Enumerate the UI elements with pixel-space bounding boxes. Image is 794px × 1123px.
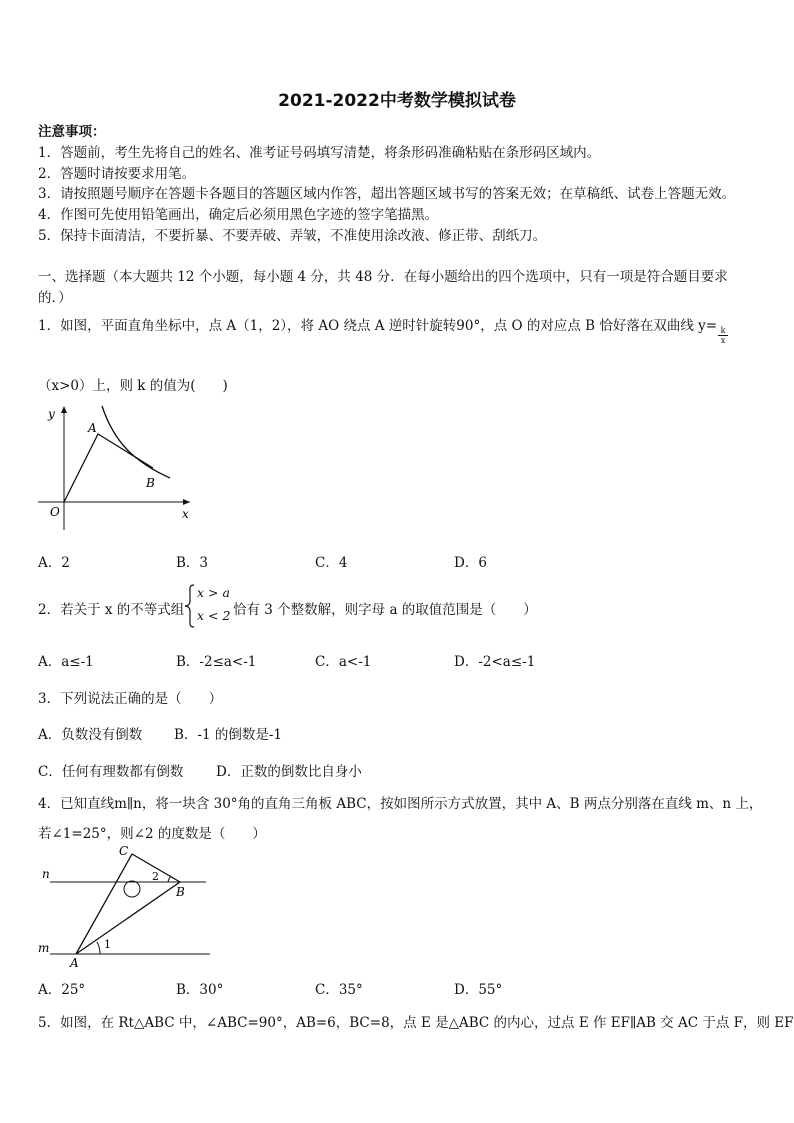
q2-system-2: x < 2: [197, 608, 231, 623]
q2-option-a[interactable]: A．a≤-1: [38, 654, 94, 670]
q1-label-b: B: [146, 476, 155, 490]
notice-item-4: 4．作图可先使用铅笔画出，确定后必须用黑色字迹的签字笔描黑。: [38, 207, 439, 223]
notice-item-3: 3．请按照题号顺序在答题卡各题目的答题区域内作答，超出答题区域书写的答案无效；在草稿纸、试卷上答题无效。: [38, 186, 736, 202]
q1-stem: 1．如图，平面直角坐标中，点 A（1，2），将 AO 绕点 A 逆时针旋转90°，点 O 的对应点 B 恰好落在双曲线 y=: [38, 318, 718, 334]
q4-label-b: B: [176, 885, 185, 899]
q1-fraction: [718, 326, 728, 345]
q4-option-c[interactable]: C．35°: [315, 982, 363, 998]
q4-option-d[interactable]: D．55°: [454, 982, 503, 998]
q1-stem-cont: （x>0）上，则 k 的值为( ): [38, 378, 228, 394]
page-title: 2021-2022中考数学模拟试卷: [278, 91, 516, 111]
q2-option-d[interactable]: D．-2<a≤-1: [454, 654, 536, 670]
notice-item-1: 1．答题前，考生先将自己的姓名、准考证号码填写清楚，将条形码准确粘贴在条形码区域内。: [38, 145, 601, 161]
q4-label-1: 1: [104, 938, 111, 951]
q1-label-a: A: [88, 421, 97, 435]
q4-figure: [34, 842, 218, 970]
q1-x-arrow: [183, 499, 190, 505]
notice-item-2: 2．答题时请按要求用笔。: [38, 166, 196, 182]
q4-label-n: n: [42, 867, 50, 881]
q4-label-a: A: [70, 956, 79, 970]
q1-label-y: y: [48, 407, 55, 421]
q4-label-2: 2: [152, 870, 159, 883]
section-heading: 一、选择题（本大题共 12 个小题，每小题 4 分，共 48 分．在每小题给出的四个选项中，只有一项是符合题目要求: [38, 269, 728, 285]
notice-item-5: 5．保持卡面清洁，不要折暴、不要弄破、弄皱，不准使用涂改液、修正带、刮纸刀。: [38, 228, 547, 244]
q4-angle-1-arc: [97, 942, 100, 954]
q4-option-a[interactable]: A．25°: [38, 982, 86, 998]
q4-triangle: [76, 854, 180, 954]
q1-option-c[interactable]: C．4: [315, 555, 348, 571]
q3-option-c[interactable]: C．任何有理数都有倒数: [38, 764, 184, 780]
q2-brace: [184, 584, 196, 628]
q3-stem: 3．下列说法正确的是（ ）: [38, 691, 223, 707]
q1-option-d[interactable]: D．6: [454, 555, 487, 571]
q3-option-a[interactable]: A．负数没有倒数: [38, 727, 143, 743]
q1-y-arrow: [61, 406, 67, 413]
q1-frac-den: x: [718, 335, 728, 345]
q4-label-m: m: [38, 941, 50, 955]
q1-segments: [64, 434, 153, 502]
q4-stem-cont: 若∠1=25°，则∠2 的度数是（ ）: [38, 826, 266, 842]
q1-option-b[interactable]: B．3: [176, 555, 209, 571]
q3-option-d[interactable]: D．正数的倒数比自身小: [216, 764, 362, 780]
notice-heading: 注意事项：: [38, 124, 106, 140]
q1-label-o: O: [50, 505, 60, 519]
q1-label-x: x: [182, 507, 189, 521]
q2-system-1: x > a: [197, 585, 230, 600]
q4-hole: [124, 881, 140, 897]
q2-stem-suffix: 恰有 3 个整数解，则字母 a 的取值范围是（ ）: [233, 602, 537, 618]
q2-option-c[interactable]: C．a<-1: [315, 654, 372, 670]
q5-stem: 5．如图，在 Rt△ABC 中，∠ABC=90°，AB=6，BC=8，点 E 是△ABC 的内心，过点 E 作 EF∥AB 交 AC 于点 F，则 EF: [38, 1015, 794, 1031]
section-heading-cont: 的．）: [38, 290, 72, 306]
q4-label-c: C: [119, 844, 129, 858]
q1-option-a[interactable]: A．2: [38, 555, 70, 571]
q2-option-b[interactable]: B．-2≤a<-1: [176, 654, 257, 670]
q1-figure: [36, 402, 196, 532]
q1-hyperbola: [102, 406, 170, 478]
q3-option-b[interactable]: B．-1 的倒数是-1: [174, 727, 283, 743]
q4-angle-2-arc: [168, 876, 171, 882]
q1-frac-num: k: [720, 326, 726, 335]
q4-option-b[interactable]: B．30°: [176, 982, 224, 998]
q2-stem-prefix: 2．若关于 x 的不等式组: [38, 602, 185, 618]
q4-stem: 4．已知直线m∥n，将一块含 30°角的直角三角板 ABC，按如图所示方式放置，其中 A、B 两点分别落在直线 m、n 上，: [38, 796, 763, 812]
